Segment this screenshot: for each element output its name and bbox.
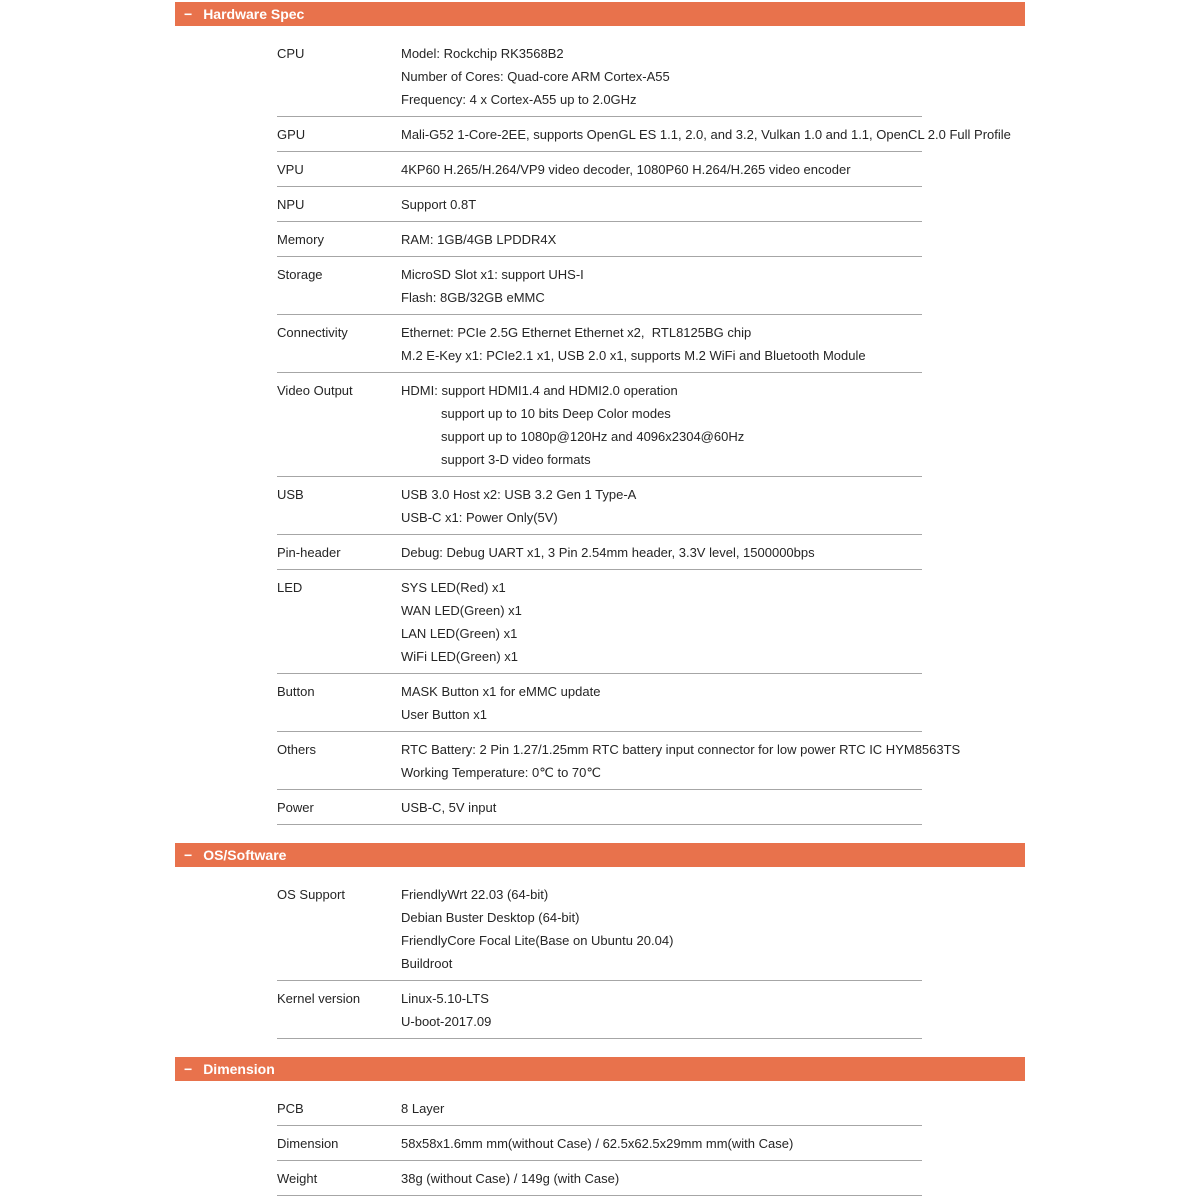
spec-row-value	[401, 483, 922, 529]
spec-row-pin-header	[277, 535, 922, 570]
spec-row-label: Pin-header	[277, 545, 341, 560]
spec-row-value	[401, 193, 922, 216]
spec-row-label: NPU	[277, 197, 305, 212]
spec-row-value	[401, 1132, 922, 1155]
spec-row-weight	[277, 1161, 922, 1196]
spec-line: Mali-G52 1-Core-2EE, supports OpenGL ES 1.1, 2.0, and 3.2, Vulkan 1.0 and 1.1, OpenCL 2.0 Full Profile	[401, 127, 1011, 142]
spec-row-label: Connectivity	[277, 325, 348, 340]
spec-row-label: Dimension	[277, 1136, 339, 1151]
spec-line: Debug: Debug UART x1, 3 Pin 2.54mm header, 3.3V level, 1500000bps	[401, 545, 815, 560]
spec-line: Buildroot	[401, 956, 453, 971]
spec-row-value	[401, 158, 922, 181]
spec-line: U-boot-2017.09	[401, 1014, 492, 1029]
section-dimension	[0, 1057, 1200, 1196]
spec-row-gpu	[277, 117, 1011, 152]
spec-row-cpu	[277, 36, 922, 117]
spec-line: USB-C x1: Power Only(5V)	[401, 510, 558, 525]
spec-line: 38g (without Case) / 149g (with Case)	[401, 1171, 620, 1186]
spec-row-video-output	[277, 373, 922, 477]
spec-line: Ethernet: PCIe 2.5G Ethernet Ethernet x2, RTL8125BG chip	[401, 325, 752, 340]
section-hardware-spec	[0, 2, 1200, 825]
spec-row-label: Memory	[277, 232, 324, 247]
spec-line: USB-C, 5V input	[401, 800, 497, 815]
collapse-toggle-icon[interactable]: −	[184, 1061, 193, 1077]
spec-line: Support 0.8T	[401, 197, 477, 212]
spec-line: MicroSD Slot x1: support UHS-I	[401, 267, 584, 282]
spec-row-led	[277, 570, 922, 674]
spec-row-value	[401, 541, 922, 564]
spec-line: Model: Rockchip RK3568B2	[401, 46, 564, 61]
section-title: Hardware Spec	[203, 6, 305, 22]
spec-row-storage	[277, 257, 922, 315]
section-header-hardware-spec	[175, 2, 1025, 26]
spec-row-memory	[277, 222, 922, 257]
spec-row-dimension	[277, 1126, 922, 1161]
spec-row-value	[401, 883, 922, 975]
spec-line: Working Temperature: 0℃ to 70℃	[401, 765, 601, 780]
spec-row-label: VPU	[277, 162, 304, 177]
spec-row-label: Weight	[277, 1171, 318, 1186]
spec-row-os-support	[277, 877, 922, 981]
spec-line: SYS LED(Red) x1	[401, 580, 506, 595]
spec-row-label: Kernel version	[277, 991, 361, 1006]
section-header-dimension	[175, 1057, 1025, 1081]
spec-line: M.2 E-Key x1: PCIe2.1 x1, USB 2.0 x1, supports M.2 WiFi and Bluetooth Module	[401, 348, 866, 363]
spec-line: User Button x1	[401, 707, 487, 722]
spec-line: USB 3.0 Host x2: USB 3.2 Gen 1 Type-A	[401, 487, 637, 502]
spec-line: WiFi LED(Green) x1	[401, 649, 519, 664]
spec-line: 4KP60 H.265/H.264/VP9 video decoder, 1080P60 H.264/H.265 video encoder	[401, 162, 851, 177]
spec-line: RAM: 1GB/4GB LPDDR4X	[401, 232, 557, 247]
spec-row-value	[401, 1167, 922, 1190]
spec-line: WAN LED(Green) x1	[401, 603, 522, 618]
spec-row-label: Button	[277, 684, 315, 699]
spec-line: MASK Button x1 for eMMC update	[401, 684, 601, 699]
spec-row-label: GPU	[277, 127, 306, 142]
spec-line: 8 Layer	[401, 1101, 445, 1116]
spec-line: 58x58x1.6mm mm(without Case) / 62.5x62.5x29mm mm(with Case)	[401, 1136, 794, 1151]
spec-row-power	[277, 790, 922, 825]
section-title: Dimension	[203, 1061, 275, 1077]
spec-row-value	[401, 42, 922, 111]
spec-row-value	[401, 123, 1011, 146]
spec-row-value	[401, 379, 922, 471]
spec-row-label: PCB	[277, 1101, 304, 1116]
spec-row-label: Power	[277, 800, 314, 815]
spec-table	[277, 1091, 922, 1196]
spec-row-label: Others	[277, 742, 317, 757]
spec-row-value	[401, 680, 922, 726]
spec-line: Number of Cores: Quad-core ARM Cortex-A55	[401, 69, 670, 84]
section-title: OS/Software	[203, 847, 287, 863]
section-os-software	[0, 843, 1200, 1039]
spec-row-kernel-version	[277, 981, 922, 1039]
spec-row-vpu	[277, 152, 922, 187]
spec-row-label: Video Output	[277, 383, 353, 398]
spec-row-value	[401, 576, 922, 668]
spec-line: Debian Buster Desktop (64-bit)	[401, 910, 580, 925]
spec-line: RTC Battery: 2 Pin 1.27/1.25mm RTC battery input connector for low power RTC IC HYM8563TS	[401, 742, 961, 757]
spec-row-label: OS Support	[277, 887, 345, 902]
spec-row-label: Storage	[277, 267, 323, 282]
spec-row-button	[277, 674, 922, 732]
spec-line: FriendlyCore Focal Lite(Base on Ubuntu 20.04)	[401, 933, 674, 948]
spec-row-pcb	[277, 1091, 922, 1126]
spec-table	[277, 36, 1011, 825]
spec-row-label: USB	[277, 487, 304, 502]
spec-line: support up to 10 bits Deep Color modes	[441, 406, 671, 421]
spec-line: FriendlyWrt 22.03 (64-bit)	[401, 887, 549, 902]
spec-row-label: CPU	[277, 46, 305, 61]
spec-row-connectivity	[277, 315, 922, 373]
spec-line: HDMI: support HDMI1.4 and HDMI2.0 operation	[401, 383, 678, 398]
spec-table	[277, 877, 922, 1039]
section-header-os-software	[175, 843, 1025, 867]
spec-line: LAN LED(Green) x1	[401, 626, 518, 641]
spec-line: support up to 1080p@120Hz and 4096x2304@60Hz	[441, 429, 745, 444]
collapse-toggle-icon[interactable]: −	[184, 847, 193, 863]
spec-row-value	[401, 1097, 922, 1120]
spec-row-value	[401, 228, 922, 251]
spec-row-npu	[277, 187, 922, 222]
collapse-toggle-icon[interactable]: −	[184, 6, 193, 22]
spec-line: Frequency: 4 x Cortex-A55 up to 2.0GHz	[401, 92, 637, 107]
spec-row-usb	[277, 477, 922, 535]
spec-row-label: LED	[277, 580, 303, 595]
spec-row-value	[401, 263, 922, 309]
spec-row-value	[401, 321, 922, 367]
spec-line: support 3-D video formats	[441, 452, 591, 467]
spec-row-others	[277, 732, 961, 790]
spec-line: Flash: 8GB/32GB eMMC	[401, 290, 545, 305]
spec-row-value	[401, 738, 961, 784]
spec-row-value	[401, 796, 922, 819]
spec-row-value	[401, 987, 922, 1033]
spec-line: Linux-5.10-LTS	[401, 991, 489, 1006]
